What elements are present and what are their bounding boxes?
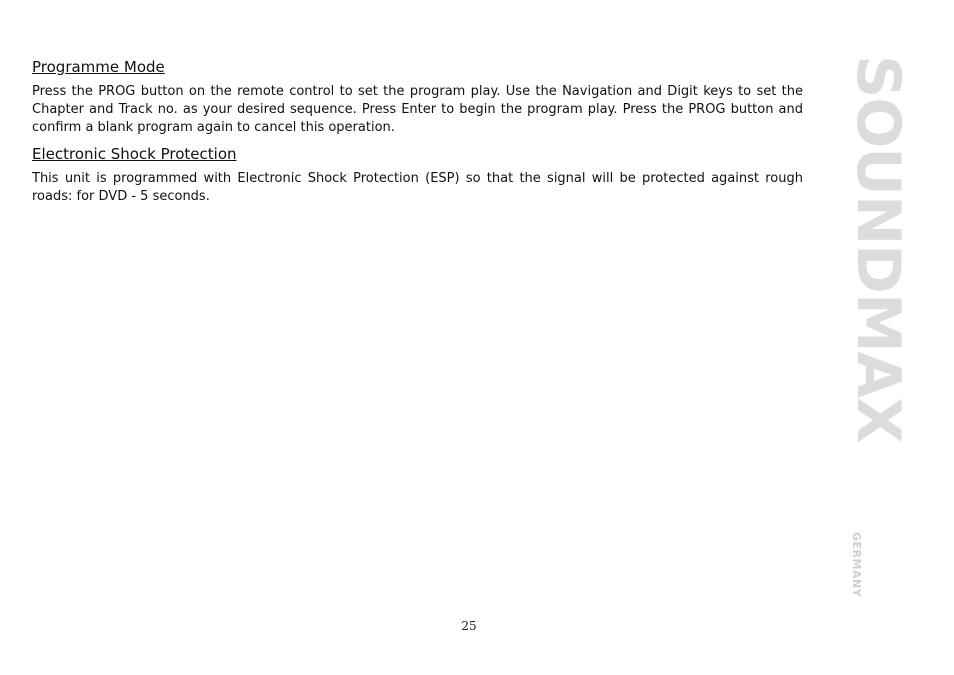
section-heading-electronic-shock-protection: Electronic Shock Protection — [32, 145, 237, 163]
section-paragraph-electronic-shock-protection: This unit is programmed with Electronic Shock Protection (ESP) so that the signal will be protected against rough roads: for DVD - 5 seconds. — [32, 171, 803, 204]
page-number: 25 — [461, 619, 477, 633]
document-body — [32, 57, 803, 213]
logo-brand-text: SOUNDMAX — [843, 55, 913, 443]
soundmax-logo — [842, 52, 912, 612]
section-paragraph-programme-mode: Press the PROG button on the remote control to set the program play. Use the Navigation and Digit keys to set the Chapter and Track no. as your desired sequence. Press Enter to begin the program play. Press the PROG button and confirm a blank program again to cancel this operation. — [32, 84, 803, 135]
section-heading-programme-mode: Programme Mode — [32, 58, 165, 76]
logo-sub-text: GERMANY — [850, 532, 863, 598]
